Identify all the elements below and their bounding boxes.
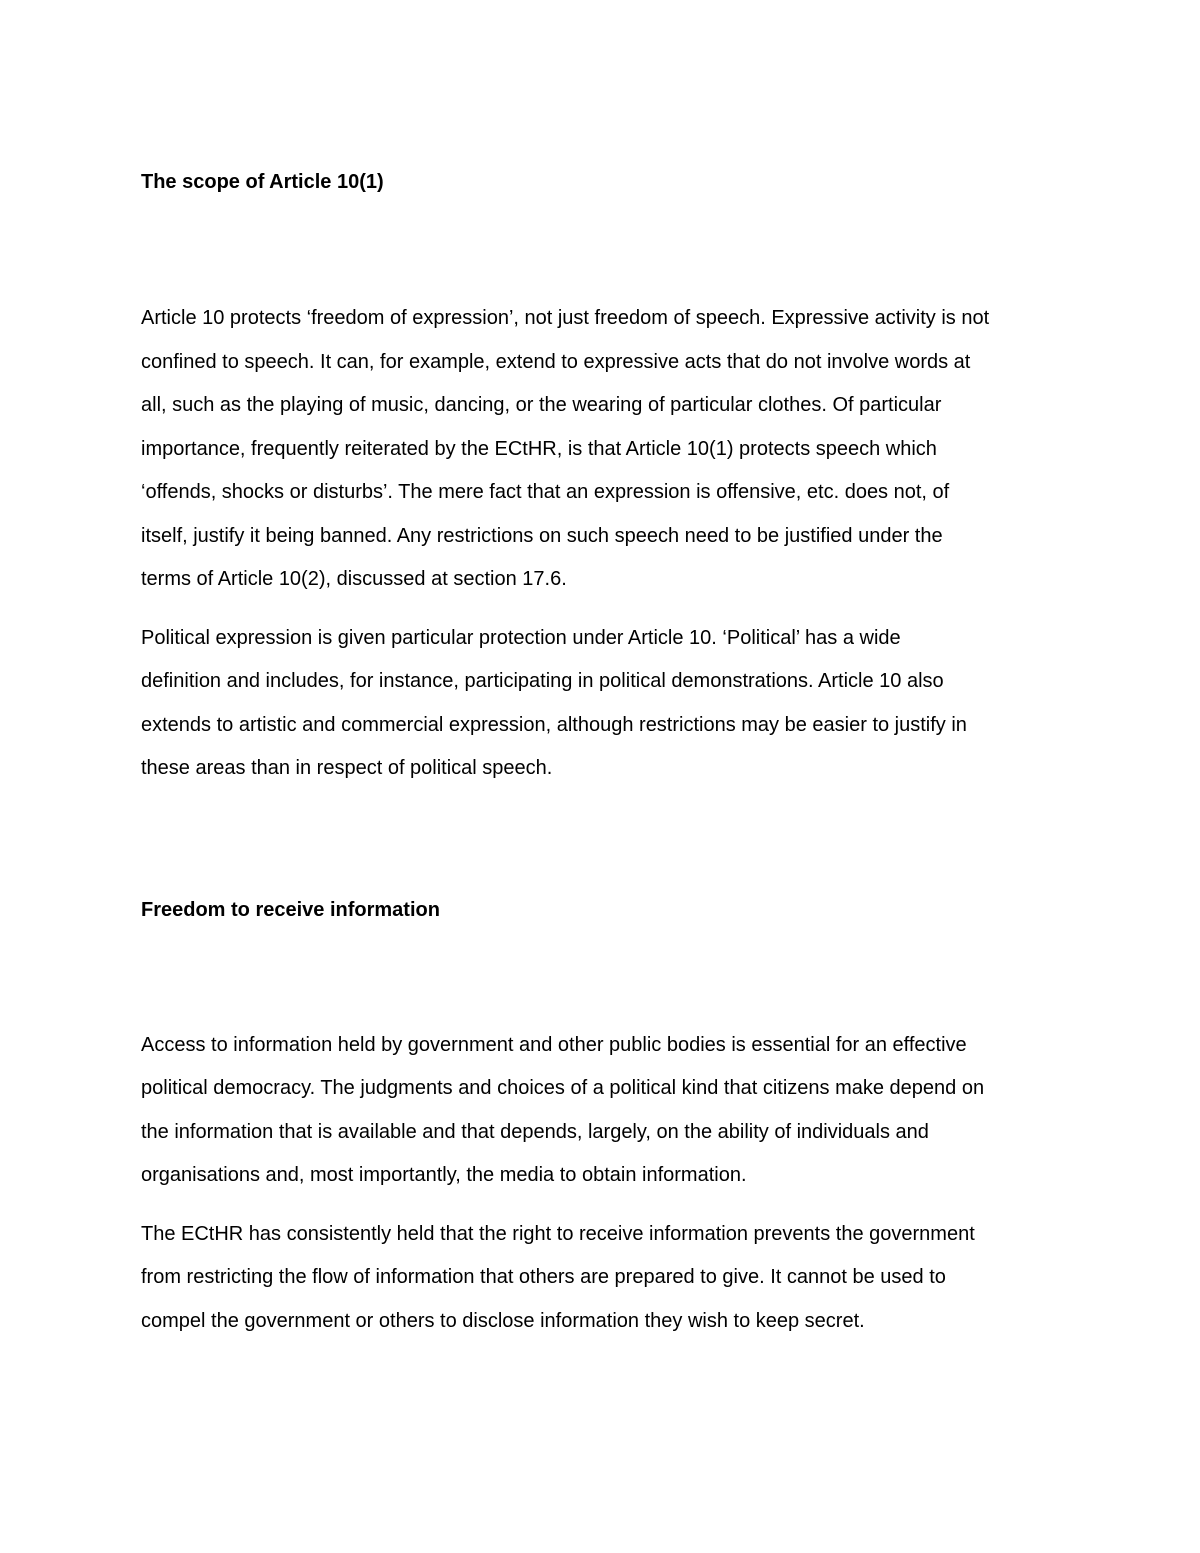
- document-body: [141, 168, 1081, 1343]
- section-heading-scope: The scope of Article 10(1): [141, 171, 384, 193]
- text-line: ‘offends, shocks or disturbs’. The mere fact that an expression is offensive, etc. does not, of: [141, 481, 950, 503]
- text-line: confined to speech. It can, for example, extend to expressive acts that do not involve words at: [141, 350, 971, 373]
- section-heading-receive-information: Freedom to receive information: [141, 898, 440, 921]
- paragraph-ecthr-right-to-receive: [141, 1213, 1081, 1344]
- paragraph-access-to-information: [141, 1024, 1081, 1198]
- text-line: importance, frequently reiterated by the ECtHR, is that Article 10(1) protects speech which: [141, 437, 937, 460]
- text-line: Article 10 protects ‘freedom of expression’, not just freedom of speech. Expressive activity is not: [141, 307, 990, 329]
- text-line: the information that is available and that depends, largely, on the ability of individuals and: [141, 1120, 929, 1143]
- paragraph-freedom-of-expression: [141, 297, 1081, 602]
- text-line: terms of Article 10(2), discussed at section 17.6.: [141, 568, 567, 590]
- text-line: these areas than in respect of political speech.: [141, 757, 553, 779]
- text-line: extends to artistic and commercial expression, although restrictions may be easier to justify in: [141, 713, 967, 736]
- text-line: organisations and, most importantly, the media to obtain information.: [141, 1164, 747, 1186]
- text-line: Political expression is given particular protection under Article 10. ‘Political’ has a wide: [141, 626, 901, 649]
- text-line: from restricting the flow of information that others are prepared to give. It cannot be used to: [141, 1266, 946, 1288]
- text-line: definition and includes, for instance, participating in political demonstrations. Article 10 also: [141, 670, 944, 692]
- text-line: political democracy. The judgments and choices of a political kind that citizens make depend on: [141, 1077, 985, 1099]
- text-line: itself, justify it being banned. Any restrictions on such speech need to be justified under the: [141, 524, 943, 547]
- text-line: Access to information held by government and other public bodies is essential for an effective: [141, 1033, 967, 1056]
- text-line: The ECtHR has consistently held that the right to receive information prevents the government: [141, 1222, 975, 1245]
- text-line: compel the government or others to disclose information they wish to keep secret.: [141, 1309, 865, 1332]
- text-line: all, such as the playing of music, dancing, or the wearing of particular clothes. Of particular: [141, 394, 942, 416]
- paragraph-political-expression: [141, 617, 1081, 791]
